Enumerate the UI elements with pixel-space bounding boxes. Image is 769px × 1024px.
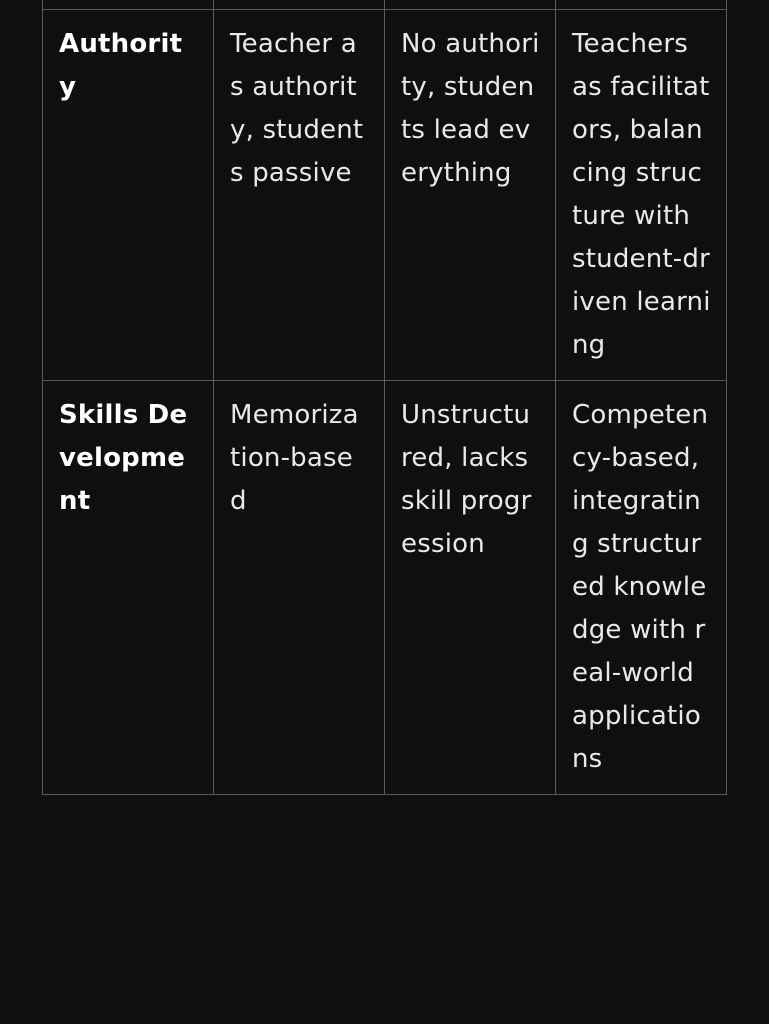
table-cell bbox=[214, 0, 385, 10]
table-row-skills-development bbox=[43, 381, 727, 795]
cell-authority-traditional: Teacher as authority, students passive bbox=[214, 10, 385, 381]
comparison-table-container bbox=[42, 0, 726, 795]
table-cell bbox=[385, 0, 556, 10]
table-cell bbox=[556, 0, 727, 10]
table-row-authority bbox=[43, 10, 727, 381]
cell-skills-balanced: Competency-based, integrating structured knowledge with real-world applications bbox=[556, 381, 727, 795]
table-cell bbox=[43, 0, 214, 10]
cell-authority-balanced: Teachers as facilitators, balancing structure with student-driven learning bbox=[556, 10, 727, 381]
cell-authority-progressive: No authority, students lead everything bbox=[385, 10, 556, 381]
previous-row-bottom bbox=[43, 0, 727, 10]
cell-skills-progressive: Unstructured, lacks skill progression bbox=[385, 381, 556, 795]
cell-skills-traditional: Memorization-based bbox=[214, 381, 385, 795]
row-header-authority: Authority bbox=[43, 10, 214, 381]
comparison-table bbox=[42, 0, 727, 795]
row-header-skills-development: Skills Development bbox=[43, 381, 214, 795]
